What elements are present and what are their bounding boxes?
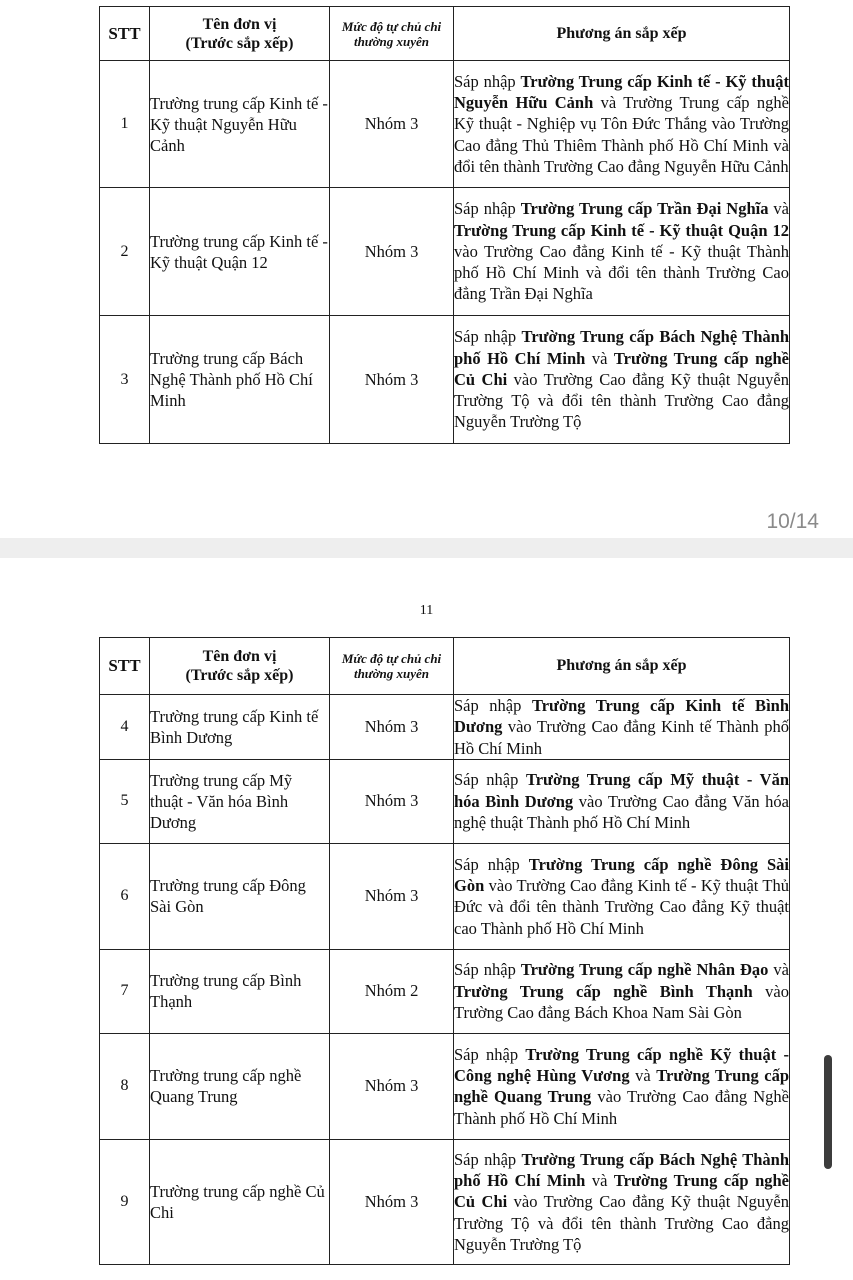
page-indicator: 10/14 (766, 510, 819, 533)
plan-text: Sáp nhập (454, 1149, 522, 1169)
row-unit-name: Trường trung cấp nghề Quang Trung (150, 1033, 330, 1139)
row-autonomy-group: Nhóm 3 (330, 61, 454, 188)
plan-text: Sáp nhập (454, 199, 521, 219)
plan-school-name: Trường Trung cấp Kinh tế - Kỹ thuật Nguyễn Hữu Cảnh (454, 71, 789, 113)
plan-text: vào Trường Cao đẳng Văn hóa nghệ thuật Thành phố Hồ Chí Minh (454, 791, 790, 833)
table-row (100, 316, 790, 444)
scrollbar-thumb[interactable] (824, 1055, 832, 1169)
plan-text: vào Trường Cao đẳng Bách Khoa Nam Sài Gòn (454, 981, 789, 1023)
row-unit-name: Trường trung cấp Bách Nghệ Thành phố Hồ Chí Minh (150, 316, 330, 444)
plan-text: Sáp nhập (454, 854, 529, 874)
plan-school-name: Trường Trung cấp nghề Kỹ thuật - Công nghệ Hùng Vương (454, 1044, 790, 1086)
row-arrangement-plan (454, 949, 790, 1033)
plan-text: và (585, 1170, 614, 1190)
header-unit-line1: Tên đơn vị (202, 648, 277, 665)
row-arrangement-plan (454, 843, 790, 949)
row-stt: 2 (100, 188, 150, 316)
table-header-row (100, 638, 790, 695)
table-row (100, 759, 790, 843)
plan-school-name: Trường Trung cấp Kinh tế - Kỹ thuật Quận 12 (454, 220, 789, 240)
plan-school-name: Trường Trung cấp nghề Củ Chi (454, 348, 790, 389)
row-unit-name: Trường trung cấp Kinh tế - Kỹ thuật Quận 12 (150, 188, 330, 316)
header-unit-line1: Tên đơn vị (202, 15, 277, 33)
header-unit (150, 7, 330, 61)
plan-text: vào Trường Cao đẳng Kinh tế - Kỹ thuật Thành phố Hồ Chí Minh và đổi tên thành Trường Cao đẳng Trần Đại Nghĩa (454, 241, 789, 304)
header-plan: Phương án sắp xếp (454, 638, 790, 695)
table-row (100, 61, 790, 188)
table-row (100, 843, 790, 949)
row-stt: 6 (100, 843, 150, 949)
plan-school-name: Trường Trung cấp Bách Nghệ Thành phố Hồ Chí Minh (454, 1149, 789, 1190)
row-autonomy-group: Nhóm 3 (330, 316, 454, 444)
plan-text: và (768, 199, 789, 219)
table-row (100, 1139, 790, 1264)
arrangement-table-page-11 (99, 637, 790, 1265)
row-unit-name: Trường trung cấp Đông Sài Gòn (150, 843, 330, 949)
table-row (100, 949, 790, 1033)
plan-school-name: Trường Trung cấp nghề Bình Thạnh (454, 981, 753, 1001)
arrangement-table-page-10 (99, 6, 790, 444)
page-separator (0, 538, 853, 558)
row-arrangement-plan (454, 759, 790, 843)
plan-text: và (768, 960, 789, 980)
plan-school-name: Trường Trung cấp Bách Nghệ Thành phố Hồ Chí Minh (454, 327, 789, 368)
row-unit-name: Trường trung cấp Bình Thạnh (150, 949, 330, 1033)
row-unit-name: Trường trung cấp Mỹ thuật - Văn hóa Bình Dương (150, 759, 330, 843)
row-arrangement-plan (454, 1139, 790, 1264)
row-stt: 3 (100, 316, 150, 444)
plan-text: Sáp nhập (454, 696, 532, 715)
header-group-label: Mức độ tự chủ chi thường xuyên (341, 651, 442, 681)
row-autonomy-group: Nhóm 2 (330, 949, 454, 1033)
header-plan: Phương án sắp xếp (454, 7, 790, 61)
plan-school-name: Trường Trung cấp Trần Đại Nghĩa (520, 199, 769, 219)
plan-text: và (585, 348, 614, 368)
row-unit-name: Trường trung cấp nghề Củ Chi (150, 1139, 330, 1264)
header-unit-line2: (Trước sắp xếp) (185, 667, 294, 684)
header-stt: STT (100, 7, 150, 61)
plan-text: vào Trường Cao đẳng Kinh tế - Kỹ thuật Thủ Đức và đổi tên thành Trường Cao đẳng Kỹ thuật cao Thành phố Hồ Chí Minh (454, 876, 789, 938)
header-group (330, 7, 454, 61)
page-number: 11 (419, 603, 434, 618)
plan-school-name: Trường Trung cấp nghề Quang Trung (454, 1066, 790, 1107)
plan-text: và (629, 1066, 657, 1086)
row-arrangement-plan (454, 316, 790, 444)
plan-text: vào Trường Cao đẳng Kỹ thuật Nguyễn Trường Tộ và đổi tên thành Trường Cao đẳng Nguyễn Trường Tộ (454, 1192, 789, 1254)
plan-school-name: Trường Trung cấp nghề Đông Sài Gòn (454, 854, 789, 896)
plan-school-name: Trường Trung cấp nghề Nhân Đạo (520, 960, 769, 980)
plan-text: Sáp nhập (454, 770, 526, 790)
row-autonomy-group: Nhóm 3 (330, 759, 454, 843)
plan-text: Sáp nhập (454, 71, 521, 91)
plan-text: vào Trường Cao đẳng Nghề Thành phố Hồ Chí Minh (454, 1087, 789, 1128)
plan-text: vào Trường Cao đẳng Kinh tế Thành phố Hồ Chí Minh (454, 717, 789, 758)
row-stt: 4 (100, 695, 150, 760)
header-group (330, 638, 454, 695)
row-arrangement-plan (454, 695, 790, 760)
table-row (100, 695, 790, 760)
row-stt: 1 (100, 61, 150, 188)
header-unit (150, 638, 330, 695)
row-stt: 5 (100, 759, 150, 843)
header-group-label: Mức độ tự chủ chi thường xuyên (341, 18, 442, 49)
plan-text: và Trường Trung cấp nghề Kỹ thuật - Nghiệp vụ Tôn Đức Thắng vào Trường Cao đẳng Thủ Thiêm Thành phố Hồ Chí Minh và đổi tên thành Trường Cao đẳng Nguyễn Hữu Cảnh (454, 93, 789, 176)
header-unit-line2: (Trước sắp xếp) (185, 34, 294, 52)
row-autonomy-group: Nhóm 3 (330, 1139, 454, 1264)
row-arrangement-plan (454, 61, 790, 188)
row-stt: 7 (100, 949, 150, 1033)
plan-school-name: Trường Trung cấp Mỹ thuật - Văn hóa Bình Dương (454, 770, 789, 811)
row-unit-name: Trường trung cấp Kinh tế - Kỹ thuật Nguyễn Hữu Cảnh (150, 61, 330, 188)
plan-text: Sáp nhập (454, 1044, 526, 1064)
table-row (100, 188, 790, 316)
table-row (100, 1033, 790, 1139)
row-autonomy-group: Nhóm 3 (330, 695, 454, 760)
table-header-row (100, 7, 790, 61)
plan-text: vào Trường Cao đẳng Kỹ thuật Nguyễn Trường Tộ và đổi tên thành Trường Cao đẳng Nguyễn Trường Tộ (454, 369, 789, 432)
header-stt: STT (100, 638, 150, 695)
plan-school-name: Trường Trung cấp nghề Củ Chi (454, 1170, 790, 1212)
row-autonomy-group: Nhóm 3 (330, 188, 454, 316)
row-stt: 8 (100, 1033, 150, 1139)
row-arrangement-plan (454, 1033, 790, 1139)
row-unit-name: Trường trung cấp Kinh tế Bình Dương (150, 695, 330, 760)
plan-text: Sáp nhập (454, 960, 521, 980)
plan-text: Sáp nhập (454, 327, 522, 347)
row-stt: 9 (100, 1139, 150, 1264)
row-autonomy-group: Nhóm 3 (330, 1033, 454, 1139)
plan-school-name: Trường Trung cấp Kinh tế Bình Dương (454, 696, 790, 737)
row-arrangement-plan (454, 188, 790, 316)
row-autonomy-group: Nhóm 3 (330, 843, 454, 949)
